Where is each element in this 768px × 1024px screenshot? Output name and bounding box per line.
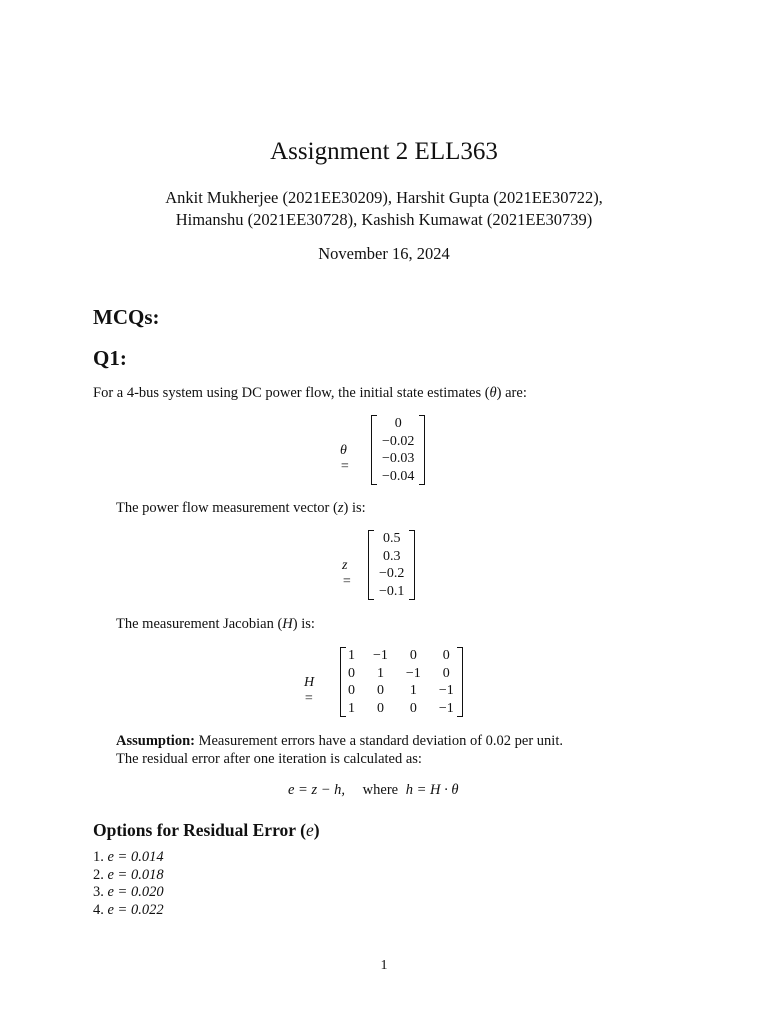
z-intro-after: ) is: [343,500,366,516]
matrix-cell: −1 [405,665,421,681]
right-bracket [409,530,415,600]
jacobian-matrix [340,647,463,717]
matrix-cell: 0 [348,683,355,698]
residual-equation [288,781,458,799]
matrix-cell: 1 [376,665,384,681]
section-heading-mcqs: MCQs: [93,305,160,329]
right-bracket [419,415,425,485]
option-number: 3. [93,884,104,900]
matrix-cell: 1 [409,683,417,698]
list-item [93,884,164,902]
option-expression: e = 0.014 [107,849,164,865]
theta-entry: −0.03 [382,451,415,466]
options-list [93,849,164,919]
matrix-cell: 0 [348,665,355,681]
right-bracket [457,647,463,717]
document-date: November 16, 2024 [318,244,450,263]
matrix-cell: 0 [409,648,417,663]
option-expression: e = 0.022 [107,901,164,918]
option-number: 1. [93,849,104,865]
list-item [93,867,164,885]
option-expression: e = 0.020 [107,884,164,900]
h-intro-after: ) is: [292,616,315,632]
h-intro-before: The measurement Jacobian ( [116,616,283,632]
z-intro-before: The power flow measurement vector ( [116,500,338,516]
options-heading-symbol: e [305,820,314,840]
matrix-cell: 0 [442,665,450,681]
theta-entry: 0 [394,416,402,431]
matrix-cell: 0 [442,648,450,663]
intro-text-before: For a 4-bus system using DC power flow, the initial state estimates ( [93,385,490,401]
author-list [0,187,768,231]
matrix-cell: −1 [373,648,388,663]
list-item [93,849,164,867]
matrix-cell: −1 [438,683,454,698]
option-expression: e = 0.018 [107,866,164,883]
intro-symbol: θ [489,385,497,401]
z-intro-paragraph [116,499,366,517]
matrix-cell: 0 [376,683,384,698]
author-line-1: Ankit Mukherjee (2021EE30209), Harshit Gupta (2021EE30722), [165,188,603,207]
assumption-label: Assumption: [116,733,195,749]
theta-entry: −0.04 [382,468,415,484]
author-line-2: Himanshu (2021EE30728), Kashish Kumawat (2021EE30739) [175,210,593,229]
question-heading-q1: Q1: [93,346,127,370]
matrix-cell: 1 [348,700,355,716]
options-heading [93,820,320,841]
theta-vector [371,415,425,485]
z-entry: −0.1 [379,583,405,599]
left-bracket [368,530,374,600]
matrix-cell: −1 [438,700,454,716]
z-lhs: z = [342,558,352,589]
option-number: 4. [93,901,104,918]
intro-text-after: ) are: [496,385,527,401]
options-heading-close: ) [313,820,320,840]
z-vector [368,530,415,600]
matrix-cell: 1 [348,648,355,663]
intro-paragraph [93,384,527,402]
page-number: 1 [380,958,388,973]
list-item [93,902,164,920]
h-intro-paragraph [116,615,315,633]
theta-lhs: θ = [340,443,350,474]
z-entry: 0.3 [382,548,401,564]
matrix-cell: 0 [376,700,384,716]
assumption-line-2: The residual error after one iteration is calculated as: [116,751,422,767]
assumption-paragraph [116,732,563,768]
z-intro-symbol: z [337,500,344,516]
residual-lhs: e = z − h, [288,782,346,798]
assumption-text: Measurement errors have a standard deviation of 0.02 per unit. [194,733,563,749]
left-bracket [371,415,377,485]
h-intro-symbol: H [282,616,293,632]
h-lhs: H = [304,675,315,706]
options-heading-text: Options for Residual Error ( [93,820,306,840]
option-number: 2. [93,866,104,883]
left-bracket [340,647,346,717]
z-entry: 0.5 [382,531,401,546]
page-title: Assignment 2 ELL363 [270,138,498,165]
residual-rhs: h = H · θ [405,782,459,798]
matrix-cell: 0 [409,700,417,716]
theta-entry: −0.02 [382,433,415,449]
z-entry: −0.2 [379,566,405,581]
residual-where: where [362,782,399,798]
